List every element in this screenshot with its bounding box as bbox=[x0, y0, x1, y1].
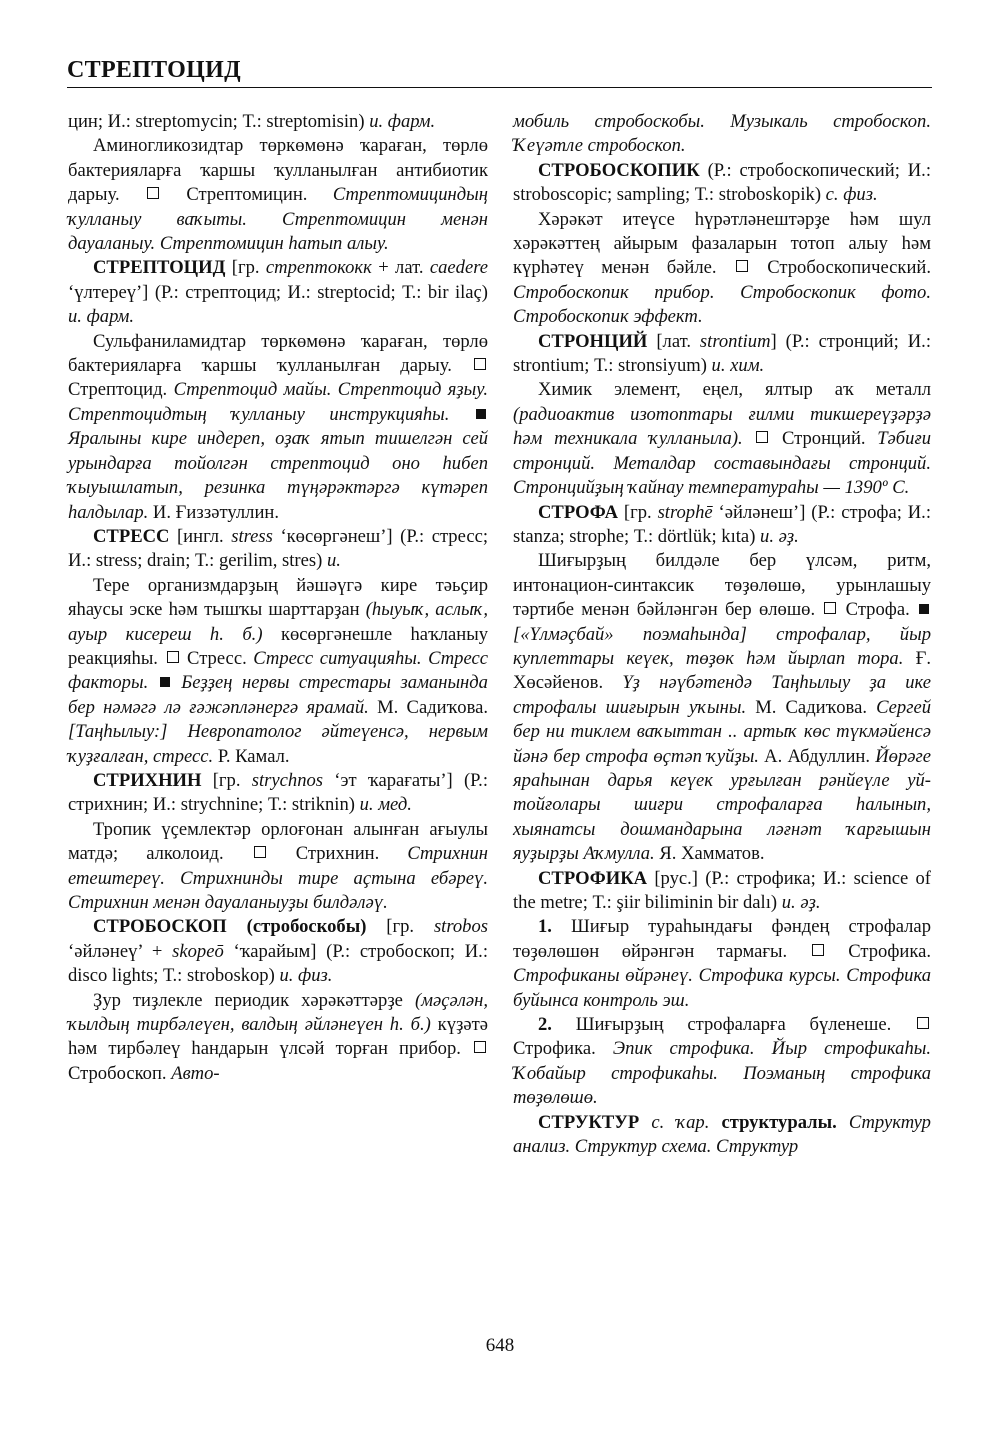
italic-text: Сергей бер ни тиклем ваҡыттан .. артыҡ көс түкмәйенсә йәнә бер строфа өҫтәп ҡуйҙы. bbox=[513, 696, 931, 767]
body-text: Тере организмдарҙың йәшәүгә кире тәьҫир яһаусы эске һәм тышҡы шарттарҙан bbox=[68, 574, 488, 621]
body-text: Строфика. bbox=[825, 940, 932, 962]
page-number: 648 bbox=[485, 1335, 515, 1356]
body-text: Шиғырҙың строфаларға бүленеше. bbox=[551, 1014, 915, 1036]
body-text: Стрептомицин. bbox=[160, 184, 333, 206]
italic-text: и. физ. bbox=[279, 965, 333, 987]
page-header bbox=[67, 56, 932, 84]
body-text: цин; И.: streptomycin; Т.: streptomisin) bbox=[68, 111, 370, 132]
open-square-icon bbox=[474, 1041, 486, 1053]
italic-text: Авто- bbox=[171, 1062, 220, 1084]
body-text: М. Садиҡова. bbox=[746, 696, 877, 718]
headword: СТРОБОСКОП (стробоскобы) bbox=[93, 916, 367, 938]
body-text: Тропик үҫемлектәр орлоғонан алынған ағыулы матдә; алколоид. bbox=[68, 818, 488, 865]
italic-text: Стрихнин етештереү. Стрихнинды тире аҫтына ебәреү. Стрихнин менән дауаланыуҙы билдәләү. bbox=[68, 843, 488, 913]
body-text: ] (Р.: стронций; И.: strontium; Т.: stronsiyum) bbox=[513, 330, 931, 377]
body-text: Хәрәкәт итеүсе һүрәтләнештәрҙе һәм шул хәрәкәттең айырым фазаларын тотоп алыу һәм күрһәтеү менән бәйле. bbox=[513, 208, 931, 279]
body-text: Р. Камал. bbox=[213, 745, 290, 767]
headword: СТРЕПТОЦИД bbox=[93, 257, 226, 279]
body-text: [гр. bbox=[618, 501, 658, 523]
headword: СТРОФА bbox=[538, 501, 618, 523]
body-text: [гр. bbox=[201, 769, 252, 791]
italic-text: (мәҫәлән, ҡылдың тирбәлеүен, валдың әйләнеүен һ. б.) bbox=[68, 989, 488, 1036]
entry-paragraph bbox=[68, 574, 488, 769]
body-text: Ҙур тиҙлекле периодик хәрәкәттәрҙе bbox=[93, 989, 415, 1011]
running-head: СТРЕПТОЦИД bbox=[67, 57, 241, 83]
entry-paragraph bbox=[513, 378, 931, 500]
body-text: [гр. bbox=[225, 257, 266, 279]
italic-text: Беҙҙең нервы стрестары заманында бер нәмәгә лә ғәжәпләнергә ярамай. bbox=[68, 672, 488, 718]
italic-text: и. әҙ. bbox=[760, 525, 799, 547]
body-text: М. Садиҡова. bbox=[368, 696, 489, 718]
italic-text: и. хим. bbox=[711, 355, 765, 377]
entry-paragraph bbox=[68, 818, 488, 916]
entry-paragraph bbox=[513, 208, 931, 330]
left-column bbox=[68, 110, 488, 1086]
italic-text: с. физ. bbox=[825, 184, 878, 206]
body-text bbox=[709, 1112, 721, 1133]
dictionary-entry bbox=[68, 915, 488, 988]
italic-text: Стробоскопик прибор. Стробоскопик фото. Стробоскопик эффект. bbox=[513, 281, 931, 328]
italic-text: strychnos bbox=[251, 769, 324, 791]
italic-text: с. ҡар. bbox=[651, 1111, 710, 1133]
body-text: Я. Хамматов. bbox=[654, 843, 765, 865]
italic-text: Стрептоцид майы. Стрептоцид яҙыу. Стрептоцидтың ҡулланыу инструкцияһы. bbox=[68, 379, 488, 425]
body-text: Стрихнин. bbox=[267, 843, 408, 865]
body-text: (Р.: стробоскопический; И.: stroboscopic; sampling; Т.: stroboskopik) bbox=[513, 159, 931, 206]
italic-text: skopeō bbox=[172, 940, 224, 962]
italic-text: мобиль стробоскобы. Музыкаль стробоскоп. Ҡеүәтле стробоскоп. bbox=[513, 111, 931, 157]
italic-text: strontium bbox=[699, 330, 771, 352]
headword: СТРОФИКА bbox=[538, 867, 648, 889]
body-text: Строфика. bbox=[513, 1038, 613, 1060]
italic-text: [«Үлмәҫбай» поэмаһында] строфалар, йыр куплеттары кеүек, төҙөк һәм йырлап тора. bbox=[513, 623, 931, 669]
filled-square-icon bbox=[160, 677, 170, 687]
body-text: Аминогликозидтар төркөмөнә ҡараған, төрлө бактерияларға ҡаршы ҡулланылған антибиотик дарыу. bbox=[68, 135, 488, 206]
dictionary-entry bbox=[68, 256, 488, 329]
body-text: ‘әйләнеш’] (Р.: строфа; И.: stanza; strophe; Т.: dörtlük; kıta) bbox=[513, 501, 932, 547]
entry-paragraph bbox=[513, 549, 931, 866]
entry-paragraph bbox=[513, 110, 931, 159]
open-square-icon bbox=[474, 358, 486, 370]
italic-text: Йөрәге яраһынан дарья кеүек урғылған рәнйеүле уй-тойғолары шиғри строфаларға һалынып, хыянатсы дошмандарына ләғнәт ҡарғышын яуҙырҙы Аҡмулла. bbox=[513, 745, 931, 865]
italic-text: и. фарм. bbox=[369, 111, 436, 132]
entry-paragraph bbox=[68, 989, 488, 1087]
body-text: И. Ғиззәтуллин. bbox=[148, 501, 279, 523]
open-square-icon bbox=[824, 602, 836, 614]
italic-text: Яралыны кире индереп, оҙаҡ ятып тишелгән сей урындарға тойолгән стрептоцид оно һибеп ҡыуышлатып, резинка түңәрәктәргә күтәреп һалдылар. bbox=[68, 428, 488, 523]
body-text: Стронций. bbox=[770, 428, 878, 450]
body-text: Стробоскопический. bbox=[749, 257, 931, 279]
italic-text: стрептококк bbox=[265, 257, 372, 279]
open-square-icon bbox=[254, 846, 266, 858]
body-text bbox=[639, 1112, 651, 1133]
body-text: Стробоскоп. bbox=[68, 1062, 172, 1084]
open-square-icon bbox=[756, 431, 768, 443]
filled-square-icon bbox=[476, 409, 486, 419]
body-text: ‘әйләнеү’ + bbox=[68, 940, 173, 962]
body-text: күҙәтә һәм тирбәлеү һандарын үлсәй торған прибор. bbox=[68, 1014, 488, 1060]
headword: структуралы. bbox=[721, 1111, 837, 1133]
body-text: Химик элемент, еңел, ялтыр аҡ металл bbox=[538, 379, 931, 401]
body-text: Шиғыр тураһындағы фәндең строфалар төҙөлөшөн өйрәнгән тармағы. bbox=[513, 916, 931, 962]
italic-text: [Таңһылыу:] Невропатолог әйтеүенсә, нервым ҡуҙғалған, стресс. bbox=[68, 721, 488, 767]
dictionary-entry bbox=[68, 769, 488, 818]
open-square-icon bbox=[167, 651, 179, 663]
italic-text: (радиоактив изотоптары ғилми тикшереүҙәрҙә һәм техникала ҡулланыла). bbox=[513, 403, 931, 450]
body-text: ‘эт ҡарағаты’] (Р.: стрихнин; И.: strychnine; Т.: striknin) bbox=[68, 769, 488, 816]
italic-text: stress bbox=[231, 525, 273, 547]
open-square-icon bbox=[147, 187, 159, 199]
dictionary-entry bbox=[513, 867, 931, 916]
entry-paragraph bbox=[68, 330, 488, 525]
body-text: Ғ. Хөсәйенов. bbox=[513, 647, 931, 694]
body-text: Сульфаниламидтар төркөмөнә ҡараған, төрлө бактерияларға ҡаршы ҡулланылған дарыу. bbox=[68, 330, 488, 377]
italic-text: Стресс ситуацияһы. Стресс факторы. bbox=[68, 647, 488, 694]
italic-text: и. мед. bbox=[359, 794, 412, 816]
body-text: [рус.] (Р.: строфика; И.: science of the metre; Т.: şiir biliminin bir dalı) bbox=[513, 867, 931, 913]
italic-text: Үҙ нәүбәтендә Таңһылыу ҙа ике строфалы шиғырын уҡыны. bbox=[513, 672, 931, 718]
body-text: [лат. bbox=[647, 330, 700, 352]
open-square-icon bbox=[917, 1017, 929, 1029]
body-text: ‘үлтереү’] (Р.: стрептоцид; И.: streptocid; Т.: bir ilaç) bbox=[68, 281, 488, 303]
headword: СТРУКТУР bbox=[538, 1111, 640, 1133]
headword: СТРОНЦИЙ bbox=[538, 330, 648, 352]
italic-text: Строфиканы өйрәнеү. Строфика курсы. Строфика буйынса контроль эш. bbox=[513, 965, 931, 1011]
headword: 2. bbox=[538, 1014, 552, 1036]
italic-text: и. bbox=[326, 550, 341, 572]
body-text: Шиғырҙың билдәле бер үлсәм, ритм, интонацион-синтаксик төҙөлөшө, урынлашыу тәртибе менән бәйләнгән бер өлөшө. bbox=[513, 550, 931, 621]
right-column bbox=[513, 110, 931, 1159]
italic-text: caedere bbox=[429, 257, 488, 279]
entry-paragraph bbox=[513, 915, 931, 1013]
body-text: Стрептоцид. bbox=[68, 379, 174, 401]
italic-text: Структур анализ. Структур схема. Структур bbox=[513, 1111, 931, 1158]
headword: 1. bbox=[538, 916, 552, 938]
entry-paragraph bbox=[68, 134, 488, 256]
italic-text: (һыуыҡ, аслыҡ, ауыр кисереш һ. б.) bbox=[68, 599, 488, 645]
entry-paragraph bbox=[513, 1013, 931, 1111]
italic-text: strobos bbox=[433, 916, 489, 938]
headword: СТРИХНИН bbox=[93, 769, 202, 791]
entry-paragraph bbox=[68, 110, 488, 134]
body-text: + лат. bbox=[371, 257, 430, 279]
header-rule bbox=[67, 87, 932, 88]
dictionary-entry bbox=[68, 525, 488, 574]
open-square-icon bbox=[812, 944, 824, 956]
body-text bbox=[837, 1112, 849, 1133]
body-text: [гр. bbox=[366, 916, 434, 938]
dictionary-entry bbox=[513, 330, 931, 379]
italic-text: Стрептомициндың ҡулланыу ваҡыты. Стрептомицин менән дауаланыу. Стрептомицин һатып алыу. bbox=[68, 184, 488, 255]
open-square-icon bbox=[736, 260, 748, 272]
italic-text: Тәбиғи стронций. Металдар составындағы стронций. Стронцийҙың ҡайнау температураһы — 1390º С. bbox=[513, 428, 931, 499]
filled-square-icon bbox=[919, 604, 929, 614]
body-text: ‘көсөргәнеш’] (Р.: стресс; И.: stress; drain; Т.: gerilim, stres) bbox=[68, 525, 488, 572]
italic-text: и. әҙ. bbox=[781, 892, 821, 913]
headword: СТРОБОСКОПИК bbox=[538, 159, 700, 181]
italic-text: strophē bbox=[657, 501, 713, 523]
body-text: көсөргәнешле һаҡланыу реакцияһы. bbox=[68, 623, 488, 669]
dictionary-entry bbox=[513, 501, 931, 550]
body-text: А. Абдуллин. bbox=[758, 745, 876, 767]
dictionary-entry bbox=[513, 159, 931, 208]
body-text: [ингл. bbox=[169, 525, 232, 547]
body-text: ‘ҡарайым] (Р.: стробоскоп; И.: disco lights; Т.: stroboskop) bbox=[68, 940, 488, 987]
body-text bbox=[743, 428, 755, 449]
headword: СТРЕСС bbox=[93, 525, 170, 547]
italic-text: Эпик строфика. Йыр строфикаһы. Ҡобайыр строфикаһы. Поэманың строфика төҙөлөшө. bbox=[513, 1038, 931, 1109]
body-text: Строфа. bbox=[838, 599, 917, 621]
body-text: Стресс. bbox=[180, 647, 254, 669]
dictionary-entry bbox=[513, 1111, 931, 1160]
italic-text: и. фарм. bbox=[68, 306, 134, 328]
